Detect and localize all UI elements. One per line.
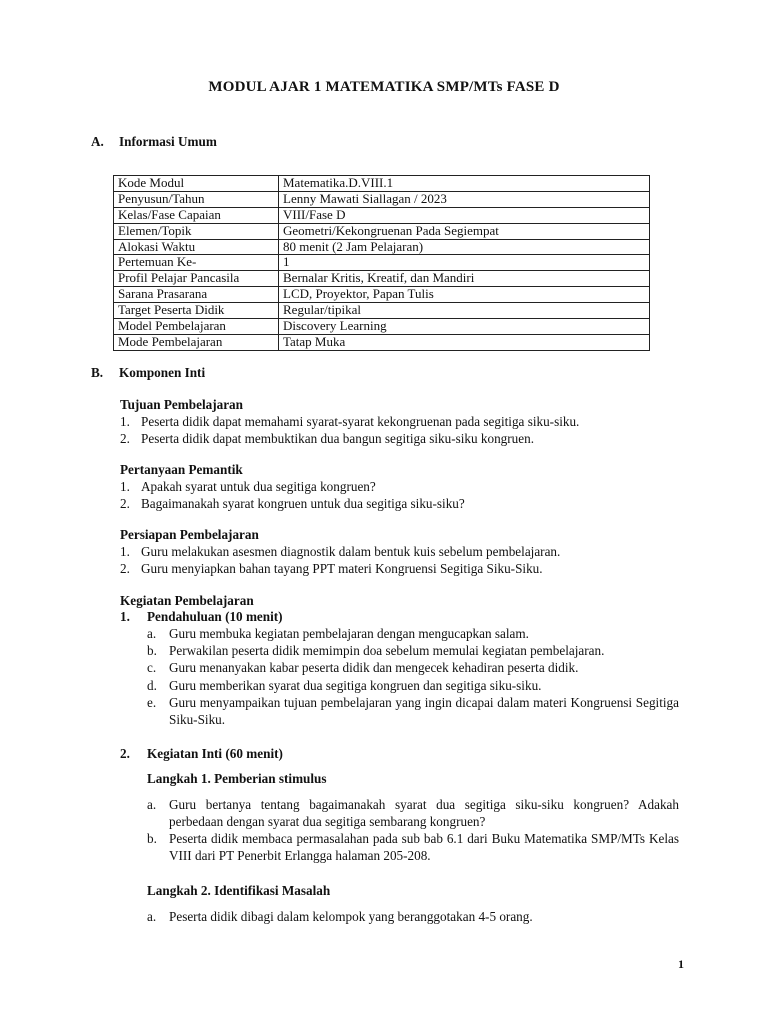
section-b-letter: B. <box>91 365 104 380</box>
list-item <box>120 543 680 560</box>
pemantik-heading: Pertanyaan Pemantik <box>120 462 243 477</box>
list-text: Peserta didik membaca permasalahan pada sub bab 6.1 dari Buku Matematika SMP/MTs Kelas VIII dari PT Penerbit Erlangga halaman 205-208. <box>169 831 679 863</box>
table-key: Kode Modul <box>114 176 279 192</box>
table-row <box>114 255 650 271</box>
list-text: Bagaimanakah syarat kongruen untuk dua segitiga siku-siku? <box>141 496 465 511</box>
list-text: Guru membuka kegiatan pembelajaran dengan mengucapkan salam. <box>169 626 529 641</box>
list-item <box>147 796 679 830</box>
table-key: Mode Pembelajaran <box>114 334 279 350</box>
table-row <box>114 319 650 335</box>
list-item <box>147 694 679 728</box>
langkah-1-heading: Langkah 1. Pemberian stimulus <box>147 771 327 786</box>
list-number: 1. <box>120 414 130 429</box>
table-value: Discovery Learning <box>279 319 650 335</box>
list-text: Guru menyampaikan tujuan pembelajaran yang ingin dicapai dalam materi Kongruensi Segitiga Siku-Siku. <box>169 695 679 727</box>
table-key: Target Peserta Didik <box>114 303 279 319</box>
list-number: 2. <box>120 746 130 761</box>
inti-heading <box>120 745 283 762</box>
list-number: 1. <box>120 544 130 559</box>
table-value: Tatap Muka <box>279 334 650 350</box>
page-number: 1 <box>678 957 684 971</box>
list-item <box>147 625 679 642</box>
list-marker: a. <box>147 626 157 641</box>
list-item <box>147 677 679 694</box>
list-text: Apakah syarat untuk dua segitiga kongruen? <box>141 479 376 494</box>
list-item <box>120 495 680 512</box>
list-text: Peserta didik dapat membuktikan dua bangun segitiga siku-siku kongruen. <box>141 431 534 446</box>
list-item <box>120 478 680 495</box>
list-number: 2. <box>120 431 130 446</box>
table-row <box>114 239 650 255</box>
table-value: 80 menit (2 Jam Pelajaran) <box>279 239 650 255</box>
list-text: Peserta didik dapat memahami syarat-syarat kekongruenan pada segitiga siku-siku. <box>141 414 580 429</box>
tujuan-heading: Tujuan Pembelajaran <box>120 397 243 412</box>
list-item <box>147 830 679 864</box>
table-key: Model Pembelajaran <box>114 319 279 335</box>
list-text: Peserta didik dibagi dalam kelompok yang beranggotakan 4-5 orang. <box>169 909 533 924</box>
list-marker: b. <box>147 831 157 846</box>
table-value: Matematika.D.VIII.1 <box>279 176 650 192</box>
langkah-2-heading: Langkah 2. Identifikasi Masalah <box>147 883 331 898</box>
section-b-heading <box>91 364 205 381</box>
table-key: Penyusun/Tahun <box>114 191 279 207</box>
list-number: 2. <box>120 561 130 576</box>
section-b-title: Komponen Inti <box>119 365 206 380</box>
table-value: Lenny Mawati Siallagan / 2023 <box>279 191 650 207</box>
list-marker: a. <box>147 909 157 924</box>
section-a-letter: A. <box>91 134 104 149</box>
table-value: VIII/Fase D <box>279 207 650 223</box>
list-number: 1. <box>120 609 130 624</box>
pendahuluan-heading <box>120 608 283 625</box>
list-text: Guru menyiapkan bahan tayang PPT materi Kongruensi Segitiga Siku-Siku. <box>141 561 543 576</box>
section-a-heading <box>91 133 217 150</box>
list-item <box>147 642 679 659</box>
list-text: Guru bertanya tentang bagaimanakah syarat dua segitiga siku-siku kongruen? Adakah perbedaan dengan syarat dua segitiga sembarang kongruen? <box>169 797 679 829</box>
table-key: Sarana Prasarana <box>114 287 279 303</box>
list-text: Guru menanyakan kabar peserta didik dan mengecek kehadiran peserta didik. <box>169 660 579 675</box>
table-key: Profil Pelajar Pancasila <box>114 271 279 287</box>
table-key: Pertemuan Ke- <box>114 255 279 271</box>
section-a-title: Informasi Umum <box>119 134 217 149</box>
table-row <box>114 271 650 287</box>
persiapan-heading: Persiapan Pembelajaran <box>120 527 259 542</box>
list-marker: b. <box>147 643 157 658</box>
table-value: 1 <box>279 255 650 271</box>
list-item <box>147 659 679 676</box>
list-item <box>147 908 679 925</box>
table-row <box>114 223 650 239</box>
inti-title: Kegiatan Inti (60 menit) <box>147 746 283 761</box>
list-marker: d. <box>147 678 157 693</box>
table-value: Regular/tipikal <box>279 303 650 319</box>
list-text: Perwakilan peserta didik memimpin doa sebelum memulai kegiatan pembelajaran. <box>169 643 605 658</box>
table-key: Alokasi Waktu <box>114 239 279 255</box>
kegiatan-heading: Kegiatan Pembelajaran <box>120 593 254 608</box>
table-key: Elemen/Topik <box>114 223 279 239</box>
list-item <box>120 430 680 447</box>
list-marker: e. <box>147 695 157 710</box>
table-row <box>114 334 650 350</box>
list-text: Guru melakukan asesmen diagnostik dalam bentuk kuis sebelum pembelajaran. <box>141 544 561 559</box>
list-number: 1. <box>120 479 130 494</box>
info-table <box>113 175 650 351</box>
pendahuluan-title: Pendahuluan (10 menit) <box>147 609 283 624</box>
list-item <box>120 560 680 577</box>
table-value: Bernalar Kritis, Kreatif, dan Mandiri <box>279 271 650 287</box>
table-value: Geometri/Kekongruenan Pada Segiempat <box>279 223 650 239</box>
list-marker: c. <box>147 660 157 675</box>
table-value: LCD, Proyektor, Papan Tulis <box>279 287 650 303</box>
table-row <box>114 176 650 192</box>
list-item <box>120 413 680 430</box>
page-title: MODUL AJAR 1 MATEMATIKA SMP/MTs FASE D <box>208 79 560 95</box>
table-key: Kelas/Fase Capaian <box>114 207 279 223</box>
table-row <box>114 287 650 303</box>
list-text: Guru memberikan syarat dua segitiga kongruen dan segitiga siku-siku. <box>169 678 542 693</box>
list-marker: a. <box>147 797 157 812</box>
table-row <box>114 303 650 319</box>
table-row <box>114 207 650 223</box>
table-row <box>114 191 650 207</box>
list-number: 2. <box>120 496 130 511</box>
